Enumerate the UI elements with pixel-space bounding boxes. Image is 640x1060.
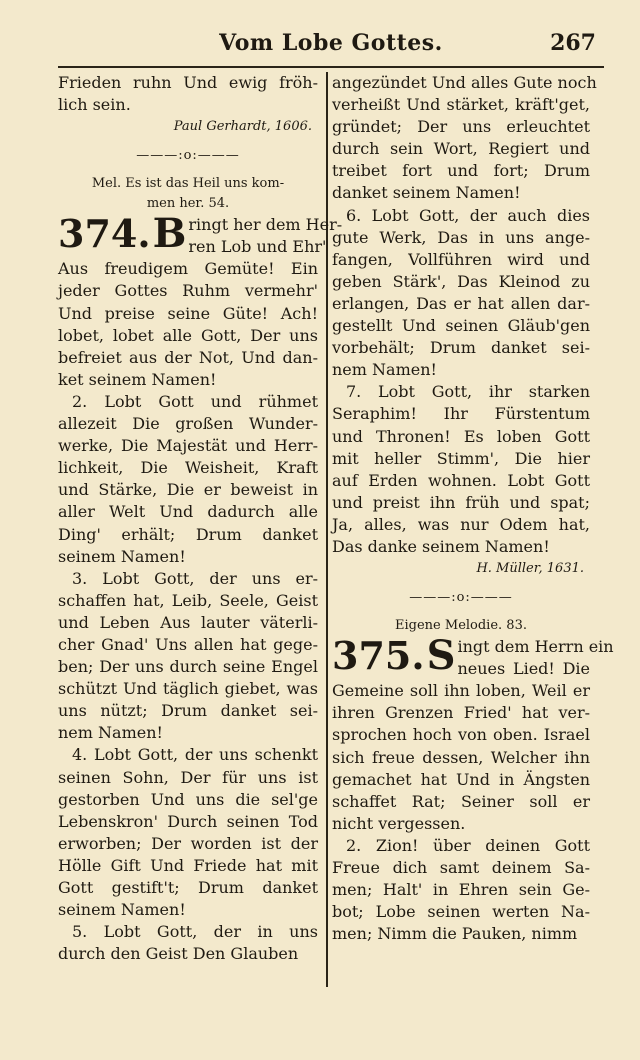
text-line: werke, Die Majestät und Herr- bbox=[58, 436, 318, 456]
text-line: Und preise seine Güte! Ach! bbox=[58, 303, 318, 323]
text-line: und Thronen! Es loben Gott bbox=[332, 426, 590, 446]
text-line: erworben; Der worden ist der bbox=[58, 833, 318, 853]
hymn-375-head bbox=[332, 632, 614, 680]
text-line: Ding' erhält; Drum danket bbox=[58, 524, 318, 544]
text-line: neues Lied! Die bbox=[457, 659, 590, 679]
text-line: lichkeit, Die Weisheit, Kraft bbox=[58, 458, 318, 478]
text-line: 4. Lobt Gott, der uns schenkt bbox=[72, 745, 318, 765]
column-divider bbox=[326, 72, 328, 987]
text-line: Aus freudigem Gemüte! Ein bbox=[58, 259, 318, 279]
text-line: vorbehält; Drum danket sei- bbox=[332, 338, 590, 358]
text-line: seinem Namen! bbox=[58, 546, 186, 566]
text-line: bot; Lobe seinen werten Na- bbox=[332, 902, 590, 922]
text-line: 2. Zion! über deinen Gott bbox=[346, 835, 590, 855]
right-column bbox=[332, 72, 614, 945]
text-line: jeder Gottes Ruhm vermehr' bbox=[58, 281, 318, 301]
text-line: 2. Lobt Gott und rühmet bbox=[72, 391, 318, 411]
text-line: danket seinem Namen! bbox=[332, 183, 521, 203]
hymn-number: 375. bbox=[332, 633, 425, 679]
text-line: lobet, lobet alle Gott, Der uns bbox=[58, 325, 318, 345]
verse-1 bbox=[332, 680, 590, 835]
hymn-374-head bbox=[58, 210, 343, 258]
text-line: ihren Grenzen Fried' hat ver- bbox=[332, 703, 590, 723]
text-line: durch den Geist Den Glauben bbox=[58, 944, 299, 964]
text-line: seinen Sohn, Der für uns ist bbox=[58, 767, 318, 787]
text-line: Gemeine soll ihn loben, Weil er bbox=[332, 681, 590, 701]
text-line: gemachet hat Und in Ängsten bbox=[332, 769, 590, 789]
text-line: Lebenskron' Durch seinen Tod bbox=[58, 811, 318, 831]
verse-3 bbox=[58, 568, 318, 745]
section-ornament: ———:o:——— bbox=[136, 148, 240, 164]
text-line: ket seinem Namen! bbox=[58, 369, 217, 389]
text-line: ren Lob und Ehr' bbox=[188, 237, 327, 257]
page-header bbox=[58, 26, 604, 68]
drop-cap: B bbox=[152, 210, 187, 258]
text-line: Gott gestift't; Drum danket bbox=[58, 878, 318, 897]
author-attribution: H. Müller, 1631. bbox=[476, 561, 584, 577]
text-line: uns nützt; Drum danket sei- bbox=[58, 701, 318, 721]
text-line: schaffen hat, Leib, Seele, Geist bbox=[58, 590, 318, 610]
drop-cap: S bbox=[426, 632, 456, 680]
hymn-number: 374. bbox=[58, 211, 151, 257]
text-line: Seraphim! Ihr Fürstentum bbox=[332, 404, 590, 424]
text-line: sich freue dessen, Welcher ihn bbox=[332, 747, 590, 767]
header-rule bbox=[58, 66, 604, 68]
melody-text: Mel. Es ist das Heil uns kom- bbox=[91, 176, 285, 192]
text-line: 6. Lobt Gott, der auch dies bbox=[346, 205, 590, 225]
text-line: nem Namen! bbox=[58, 723, 163, 743]
text-line: Frieden ruhn Und ewig fröh- bbox=[58, 73, 318, 92]
text-line: ben; Der uns durch seine Engel bbox=[58, 657, 318, 677]
text-line: gestorben Und uns die sel'ge bbox=[58, 789, 318, 809]
previous-hymn-end bbox=[58, 72, 318, 116]
text-line: und preist ihn früh und spat; bbox=[332, 492, 590, 512]
running-title: Vom Lobe Gottes. bbox=[219, 30, 443, 56]
text-line: mit heller Stimm', Die hier bbox=[332, 448, 590, 468]
text-line: 3. Lobt Gott, der uns er- bbox=[72, 568, 318, 588]
melody-text: men her. 54. bbox=[146, 196, 230, 212]
text-line: 5. Lobt Gott, der in uns bbox=[72, 922, 318, 942]
text-line: Freue dich samt deinem Sa- bbox=[332, 858, 590, 877]
text-line: und Leben Aus lauter väterli- bbox=[58, 612, 318, 632]
text-line: und Stärke, Die er beweist in bbox=[58, 480, 318, 500]
text-line: erlangen, Das er hat allen dar- bbox=[332, 293, 590, 313]
text-line: cher Gnad' Uns allen hat gege- bbox=[58, 634, 318, 654]
text-line: schützt Und täglich giebet, was bbox=[58, 679, 318, 699]
author-attribution: Paul Gerhardt, 1606. bbox=[173, 119, 312, 135]
melody-line bbox=[58, 174, 318, 214]
text-line: seinem Namen! bbox=[58, 900, 186, 920]
text-line: allezeit Die großen Wunder- bbox=[58, 414, 318, 434]
text-line: lich sein. bbox=[58, 95, 131, 115]
verse-6 bbox=[332, 205, 590, 382]
text-columns bbox=[58, 72, 614, 1060]
text-line: gestellt Und seinen Gläub'gen bbox=[332, 316, 590, 336]
text-line: treibet fort und fort; Drum bbox=[332, 161, 590, 181]
verse-5-continued bbox=[332, 72, 597, 205]
text-line: nem Namen! bbox=[332, 360, 437, 380]
text-line: gute Werk, Das in uns ange- bbox=[332, 227, 590, 247]
text-line: gründet; Der uns erleuchtet bbox=[332, 117, 590, 137]
text-line: geben Stärk', Das Kleinod zu bbox=[332, 271, 590, 291]
verse-2 bbox=[332, 835, 590, 945]
text-line: schaffet Rat; Seiner soll er bbox=[332, 791, 590, 811]
text-line: men; Nimm die Pauken, nimm bbox=[332, 924, 578, 944]
verse-7 bbox=[332, 381, 590, 558]
text-line: befreiet aus der Not, Und dan- bbox=[58, 347, 318, 367]
text-line: Das danke seinem Namen! bbox=[332, 536, 550, 556]
text-line: durch sein Wort, Regiert und bbox=[332, 139, 590, 159]
text-line: men; Halt' in Ehren sein Ge- bbox=[332, 880, 590, 900]
melody-line: Eigene Melodie. 83. bbox=[395, 618, 527, 634]
text-line: ringt her dem Her- bbox=[188, 215, 343, 235]
left-column bbox=[58, 72, 343, 965]
verse-5 bbox=[58, 921, 318, 965]
text-line: auf Erden wohnen. Lobt Gott bbox=[332, 470, 590, 490]
text-line: fangen, Vollführen wird und bbox=[332, 249, 590, 269]
verse-1 bbox=[58, 258, 318, 391]
text-line: ingt dem Herrn ein bbox=[457, 637, 614, 657]
text-line: angezündet Und alles Gute noch bbox=[332, 73, 597, 92]
section-ornament: ———:o:——— bbox=[409, 590, 513, 606]
text-line: Ja, alles, was nur Odem hat, bbox=[332, 514, 590, 534]
page-number: 267 bbox=[550, 30, 596, 56]
text-line: sprochen hoch von oben. Israel bbox=[332, 725, 590, 745]
text-line: aller Welt Und dadurch alle bbox=[58, 502, 318, 522]
text-line: Hölle Gift Und Friede hat mit bbox=[58, 855, 318, 875]
text-line: verheißt Und stärket, kräft'get, bbox=[332, 95, 590, 115]
verse-4 bbox=[58, 744, 318, 921]
text-line: 7. Lobt Gott, ihr starken bbox=[346, 382, 590, 402]
verse-2 bbox=[58, 391, 318, 568]
text-line: nicht vergessen. bbox=[332, 813, 466, 833]
